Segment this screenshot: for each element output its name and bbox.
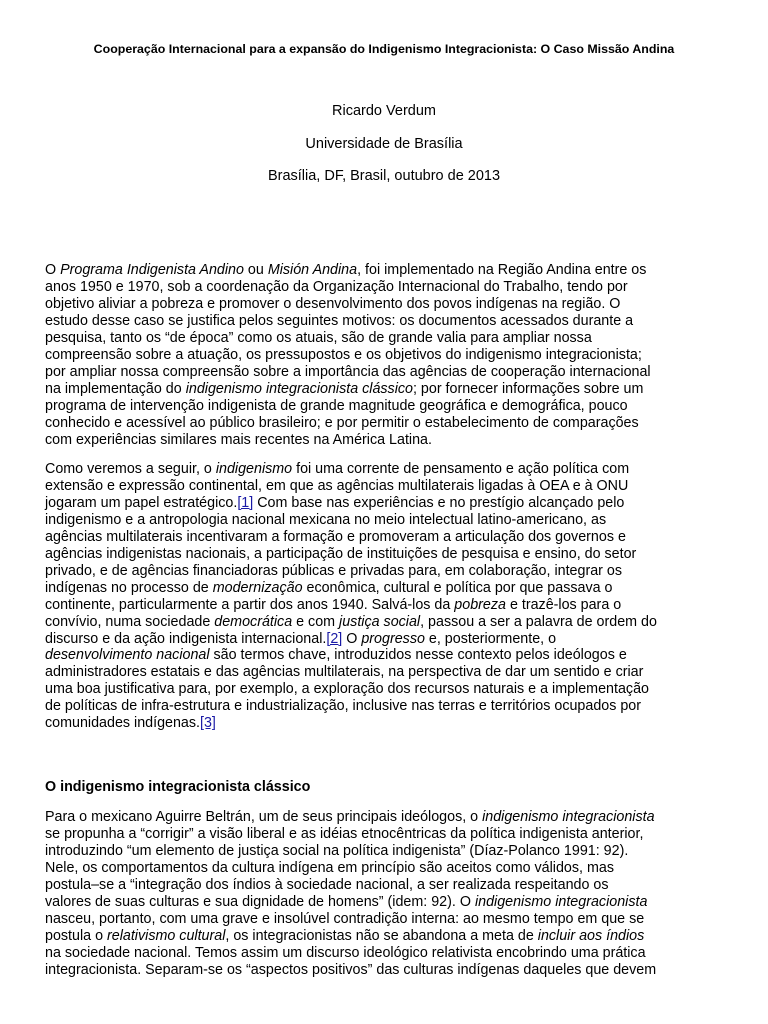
text-run: postula o — [45, 927, 107, 944]
text-line — [45, 461, 745, 478]
italic-run: justiça social — [339, 613, 421, 630]
text-line: extensão e expressão continental, em que as agências multilaterais ligadas à OEA e à ONU — [45, 477, 629, 494]
text-line: nasceu, portanto, com uma grave e insolúvel contradição interna: ao mesmo tempo em que se — [45, 910, 645, 927]
text-run: , foi implementado na Região Andina entre os — [357, 262, 647, 278]
text-run: , os integracionistas não se abandona a meta de — [225, 927, 538, 944]
document-title: Cooperação Internacional para a expansão do Indigenismo Integracionista: O Caso Missão Andina — [93, 42, 675, 56]
italic-run: incluir aos índios — [537, 927, 645, 944]
footnote-link-1[interactable]: [1] — [237, 494, 254, 511]
text-run: O — [342, 630, 362, 647]
italic-run: indigenismo integracionista clássico — [185, 380, 413, 397]
text-run: valores de suas culturas e sua dignidade de homens” (idem: 92). O — [45, 893, 475, 910]
text-line — [45, 647, 745, 664]
text-run: ; por fornecer informações sobre um — [412, 380, 644, 397]
section-heading: O indigenismo integracionista clássico — [45, 779, 311, 795]
text-line: agências indigenistas nacionais, a participação de instituições de pesquisa e ensino, do setor — [45, 545, 637, 562]
text-line — [45, 631, 745, 648]
paragraph-2 — [45, 461, 745, 732]
text-line — [45, 597, 745, 614]
author-name: Ricardo Verdum — [332, 103, 436, 119]
paragraph-1 — [45, 262, 745, 448]
text-line — [45, 715, 745, 732]
text-line: programa de intervenção indigenista de grande magnitude geográfica e demográfica, pouco — [45, 397, 628, 414]
text-line: de políticas de infra-estrutura e industrialização, inclusive nas terras e territórios ocupados por — [45, 698, 642, 715]
text-line: Nele, os comportamentos da cultura indígena em princípio são aceitos como válidos, mas — [45, 859, 614, 876]
text-line: objetivo aliviar a pobreza e promover o desenvolvimento dos povos indígenas na região. O — [45, 295, 621, 312]
text-line: indigenismo e a antropologia nacional mexicana no meio intelectual latino-americano, as — [45, 511, 607, 528]
paragraph-3 — [45, 809, 745, 979]
text-line: introduzindo “um elemento de justiça social na política indigenista” (Díaz-Polanco 1991: 92). — [45, 842, 629, 859]
text-line: conhecido e acessível ao público brasileiro; e por permitir o estabelecimento de comparações — [45, 414, 639, 431]
text-run: jogaram um papel estratégico. — [45, 494, 238, 511]
text-line — [45, 809, 745, 826]
text-run: continente, particularmente a partir dos anos 1940. Salvá-los da — [45, 596, 455, 613]
text-run: discurso e da ação indigenista internacional. — [45, 630, 327, 647]
italic-run: modernização — [212, 579, 303, 596]
italic-run: pobreza — [454, 596, 506, 613]
italic-run: desenvolvimento nacional — [45, 647, 210, 664]
italic-run: indigenismo integracionista — [482, 809, 655, 825]
text-run: ou — [243, 262, 268, 278]
text-line: integracionista. Separam-se os “aspectos positivos” das culturas indígenas daqueles que devem — [45, 961, 657, 978]
text-line: compreensão sobre a atuação, os pressupostos e os objetivos do indigenismo integracionista; — [45, 346, 642, 363]
text-line — [45, 614, 745, 631]
text-line: se propunha a “corrigir” a visão liberal e as idéias etnocêntricas da política indigenista anterior, — [45, 825, 644, 842]
text-line: privado, e de agências financiadoras públicas e privadas para, em colaboração, integrar os — [45, 562, 622, 579]
italic-run: relativismo cultural — [107, 927, 226, 944]
text-run: Como veremos a seguir, o — [45, 461, 216, 477]
text-run: comunidades indígenas. — [45, 715, 200, 732]
italic-run: Programa Indigenista Andino — [60, 262, 244, 278]
text-line: por ampliar nossa compreensão sobre a importância das agências de cooperação internacional — [45, 363, 651, 380]
text-line — [45, 580, 745, 597]
text-run: , passou a ser a palavra de ordem do — [420, 613, 657, 630]
text-run: O — [45, 262, 61, 278]
italic-run: indigenismo integracionista — [474, 893, 648, 910]
text-line — [45, 262, 745, 279]
italic-run: indigenismo — [215, 461, 293, 477]
text-run: Com base nas experiências e no prestígio alcançado pelo — [253, 494, 625, 511]
place-date: Brasília, DF, Brasil, outubro de 2013 — [267, 168, 501, 184]
text-run: foi uma corrente de pensamento e ação política com — [292, 461, 630, 477]
text-run: convívio, numa sociedade — [45, 613, 215, 630]
text-line — [45, 894, 745, 911]
footnote-link-3[interactable]: [3] — [200, 715, 216, 732]
text-run: indígenas no processo de — [45, 579, 213, 596]
text-line: postula–se a “integração dos índios à sociedade nacional, a ser realizada respeitando os — [45, 876, 609, 893]
italic-run: democrática — [214, 613, 293, 630]
text-line — [45, 928, 745, 945]
institution: Universidade de Brasília — [305, 136, 463, 152]
text-line: uma boa justificativa para, por exemplo, a exploração dos recursos naturais e a implementação — [45, 681, 649, 698]
text-run: e, posteriormente, o — [424, 630, 557, 647]
text-line: administradores estatais e das agências multilaterais, na perspectiva de dar um sentido e criar — [45, 664, 644, 681]
italic-run: progresso — [361, 630, 425, 647]
text-line: pesquisa, tanto os “de época” como os atuais, são de grande valia para ampliar nossa — [45, 329, 592, 346]
text-run: e com — [292, 613, 340, 630]
text-line: na sociedade nacional. Temos assim um discurso ideológico relativista encobrindo uma prática — [45, 944, 646, 961]
text-run: Para o mexicano Aguirre Beltrán, um de seus principais ideólogos, o — [45, 809, 483, 825]
text-run: são termos chave, introduzidos nesse contexto pelos ideólogos e — [209, 647, 627, 664]
text-line: com experiências similares mais recentes na América Latina. — [45, 431, 432, 448]
text-run: na implementação do — [45, 380, 186, 397]
text-line: estudo desse caso se justifica pelos seguintes motivos: os documentos acessados durante a — [45, 312, 634, 329]
text-line: anos 1950 e 1970, sob a coordenação da Organização Internacional do Trabalho, tendo por — [45, 278, 628, 295]
footnote-link-2[interactable]: [2] — [326, 630, 343, 647]
text-run: econômica, cultural e política por que passava o — [302, 579, 613, 596]
text-line — [45, 495, 745, 512]
text-run: e trazê-los para o — [505, 596, 622, 613]
text-line: agências multilaterais incentivaram a formação e promoveram a articulação dos governos e — [45, 528, 626, 545]
italic-run: Misión Andina — [267, 262, 358, 278]
text-line — [45, 381, 745, 398]
